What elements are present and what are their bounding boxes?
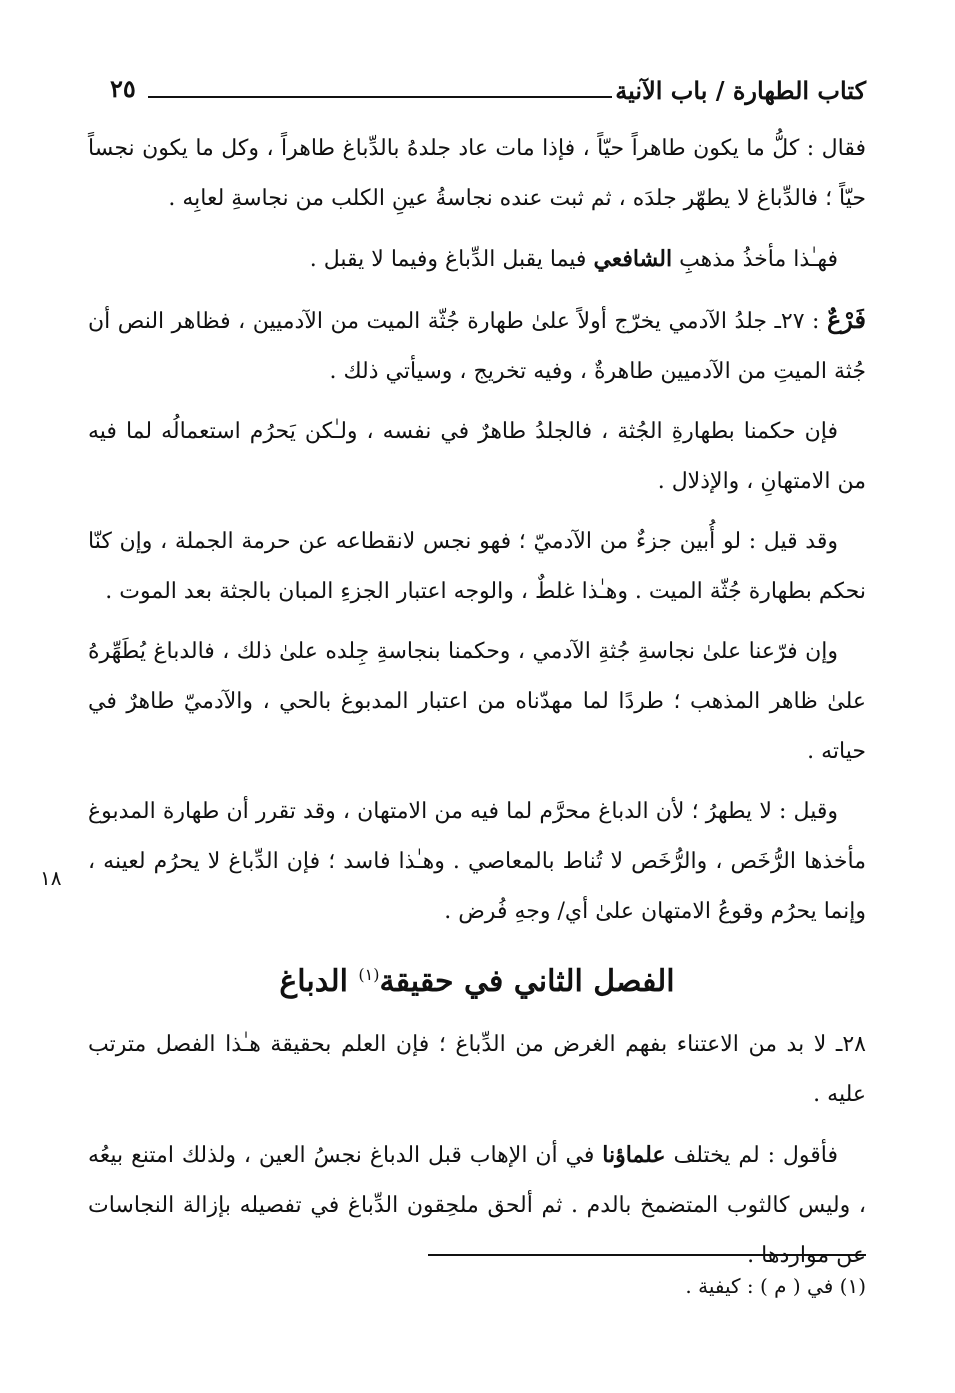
running-header bbox=[88, 70, 866, 110]
footnote-marker: (١) bbox=[358, 965, 380, 984]
paragraph-text: فأقول : لم يختلف bbox=[665, 1143, 838, 1168]
paragraph bbox=[88, 1130, 866, 1281]
header-rule bbox=[148, 96, 612, 98]
paragraph: وقد قيل : لو أُبين جزءٌ من الآدميّ ؛ فهو نجس لانقطاعه عن حرمة الجملة ، وإن كنّا نحكم بطهارة جُثّة الميت . وهـٰذا غلطٌ ، والوجه اعتبار الجزءِ المبان بالجثة بعد الموت . bbox=[88, 529, 866, 604]
footnote: (١) في ( م ) : كيفية . bbox=[685, 1274, 866, 1298]
footnote-rule bbox=[428, 1254, 866, 1256]
paragraph: وقيل : لا يطهرُ ؛ لأن الدباغ محرَّم لما فيه من الامتهان ، وقد تقرر أن طهارة المدبوغ مأخذها الرُّخَص ، والرُّخَص لا تُناط بالمعاصي . وهـٰذا فاسد ؛ فإن الدِّباغ لا يحرُم لعينه ، وإنما يحرُم وقوعُ الامتهان علىٰ أي/ وجهِ فُرض . bbox=[88, 799, 866, 924]
far-label: فَرْعٌ bbox=[826, 305, 866, 334]
paragraph: فقال : كلُّ ما يكون طاهراً حيّاً ، فإذا مات عاد جلدهُ بالدِّباغ طاهراً ، وكل ما يكون نجساً حيّاً ؛ فالدِّباغ لا يطهّر جلدَه ، ثم ثبت عنده نجاسةُ عينِ الكلب من نجاسةِ لعابِه . bbox=[88, 136, 866, 211]
header-title: كتاب الطهارة / باب الآنية bbox=[615, 76, 866, 105]
paragraph: وإن فرّعنا علىٰ نجاسةِ جُثةِ الآدمي ، وحكمنا بنجاسةِ جِلده علىٰ ذلك ، فالدباغ يُطَهِّرهُ علىٰ ظاهر المذهب ؛ طردًا لما مهدّناه من اعتبار المدبوغ بالحي ، والآدميّ طاهرٌ في حياته . bbox=[88, 639, 866, 764]
margin-reference-number: ١٨ bbox=[40, 866, 62, 890]
paragraph-text: : ٢٧ـ جلدُ الآدمي يخرّج أولاً علىٰ طهارة جُثّة الميت من الآدميين ، فظاهر النص أن جُثة الميتِ من الآدميين طاهرةٌ ، وفيه تخريج ، وسيأتي ذلك . bbox=[88, 309, 866, 384]
paragraph-text: في أن الإهاب قبل الدباغ نجسُ العين ، ولذلك امتنع بيعُه ، وليس كالثوب المتضمخ بالدم . ثم ألحق ملحِقون الدِّباغ في تفصيله بإزالة النجاسات عن مواردها . bbox=[88, 1143, 866, 1268]
paragraph bbox=[88, 234, 866, 285]
main-text bbox=[88, 124, 866, 1291]
bold-name: علماؤنا bbox=[602, 1142, 666, 1168]
bold-name: الشافعي bbox=[593, 246, 673, 272]
paragraph: فإن حكمنا بطهارةِ الجُثة ، فالجلدُ طاهرٌ في نفسه ، ولـٰكن يَحرُم استعمالُه لما فيه من الامتهانِ ، والإذلال . bbox=[88, 419, 866, 494]
section-heading bbox=[88, 947, 866, 1010]
paragraph: ٢٨ـ لا بد من الاعتناء بفهم الغرض من الدِّباغ ؛ فإن العلم بحقيقة هـٰذا الفصل مترتب عليه . bbox=[88, 1032, 866, 1107]
heading-text: الفصل الثاني في حقيقة bbox=[379, 964, 675, 999]
paragraph bbox=[88, 295, 866, 397]
paragraph-text: فهـٰذا مأخذُ مذهبِ bbox=[672, 247, 838, 272]
heading-text: الدباغ bbox=[279, 964, 359, 999]
paragraph-text: فيما يقبل الدِّباغ وفيما لا يقبل . bbox=[309, 247, 594, 272]
page-number: ٢٥ bbox=[110, 74, 136, 103]
